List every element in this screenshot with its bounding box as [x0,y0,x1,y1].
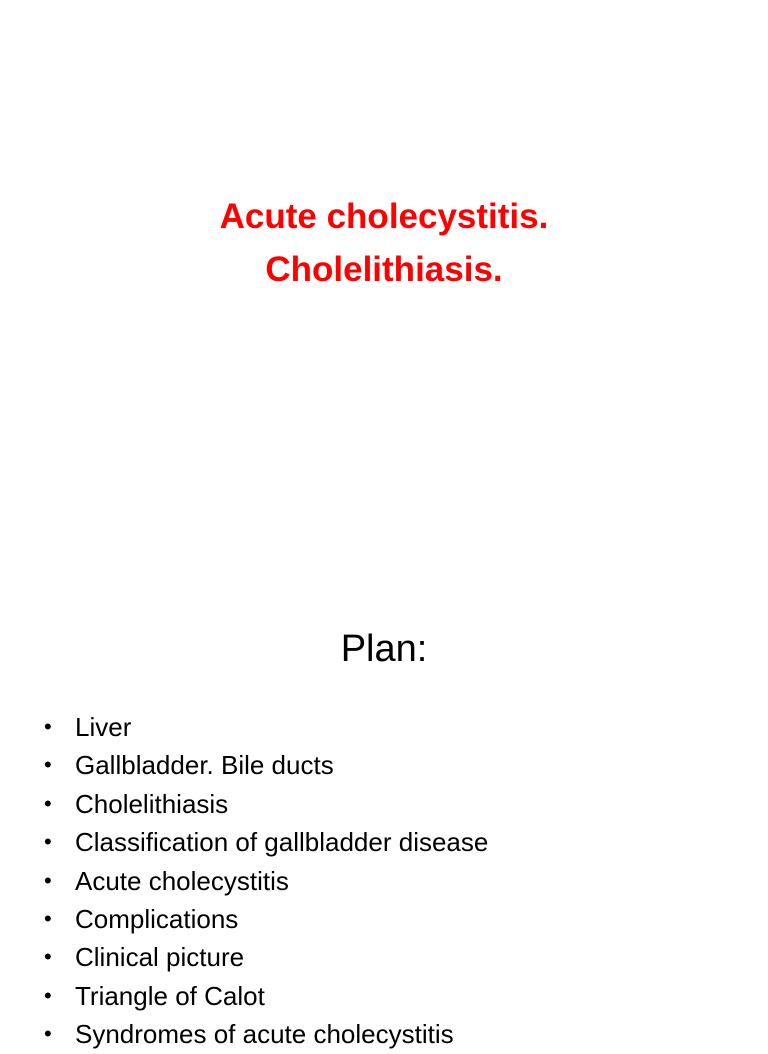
bullet-icon: • [44,944,52,970]
list-item [44,862,488,900]
bullet-icon: • [44,790,52,816]
list-item-text: Acute cholecystitis [75,865,289,896]
list-item [44,746,488,784]
slide-title [0,190,768,296]
list-item-text: Classification of gallbladder disease [75,827,489,858]
list-item-text: Clinical picture [75,942,245,973]
list-item-text: Complications [75,903,239,934]
list-item-text: Syndromes of acute cholecystitis [75,1019,454,1050]
slide-title-line-1: Acute cholecystitis. [219,197,549,236]
bullet-icon: • [44,1021,52,1047]
slide-title-line-2: Cholelithiasis. [265,250,503,289]
bullet-icon: • [44,829,52,855]
bullet-icon: • [44,905,52,931]
list-item-text: Cholelithiasis [75,788,229,819]
list-item [44,1015,488,1053]
list-item [44,785,488,823]
list-item-text: Triangle of Calot [75,980,265,1011]
plan-slide [0,576,768,1050]
list-item [44,823,488,861]
list-item [44,977,488,1015]
bullet-icon: • [44,982,52,1008]
list-item [44,938,488,976]
bullet-icon: • [44,752,52,778]
bullet-icon: • [44,867,52,893]
list-item-text: Liver [75,712,132,742]
plan-bullet-list [44,708,488,1054]
list-item [44,900,488,938]
bullet-icon: • [44,714,52,739]
list-item [44,708,488,746]
plan-heading: Plan: [340,628,428,670]
list-item-text: Gallbladder. Bile ducts [75,750,334,781]
